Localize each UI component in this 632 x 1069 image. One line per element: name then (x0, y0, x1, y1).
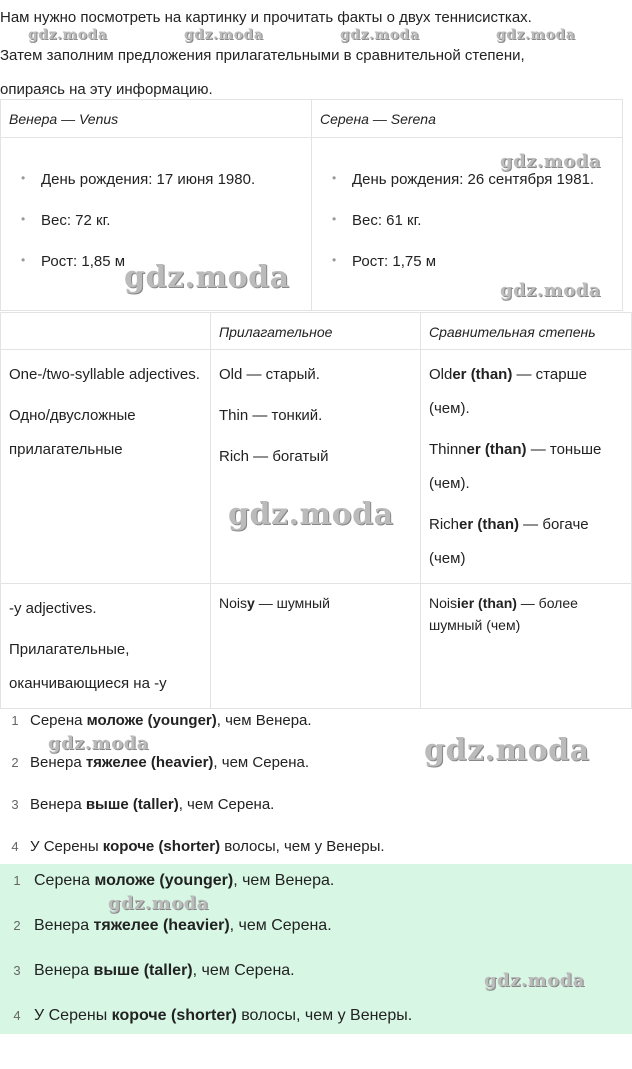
list-item: • День рождения: 17 июня 1980. (21, 172, 303, 213)
sentence-end: волосы, чем у Венеры. (220, 838, 385, 855)
sentence-end: , чем Серена. (192, 962, 295, 979)
item-number: 1 (13, 873, 21, 888)
answer-word: моложе (younger) (86, 712, 217, 729)
comparative-item (429, 358, 623, 426)
list-item (0, 872, 334, 890)
item-number: 4 (13, 1008, 21, 1023)
watermark: gdz.moda (184, 27, 264, 43)
sentence-start: Серена (30, 712, 87, 729)
list-item: • Рост: 1,75 м (332, 254, 614, 295)
venus-header: Венера — Venus (1, 100, 312, 138)
ending: er (than) (466, 441, 527, 458)
sentence-start: Серена (34, 872, 95, 889)
adjective-cell (211, 584, 421, 709)
sentence-end: , чем Серена. (213, 754, 310, 771)
list-item: • Вес: 72 кг. (21, 213, 303, 254)
list-item (0, 754, 309, 771)
type-header (1, 313, 211, 350)
watermark: gdz.moda (48, 733, 149, 754)
comparative-header: Сравнительная степень (421, 313, 632, 350)
comparative-cell (421, 350, 632, 584)
list-item: • Вес: 61 кг. (332, 213, 614, 254)
answer-word: короче (shorter) (111, 1007, 237, 1024)
sentence-end: , чем Серена. (178, 796, 275, 813)
translation: — старше (чем). (429, 366, 587, 417)
item-number: 3 (13, 963, 21, 978)
sentence-start: У Серены (30, 838, 103, 855)
ending: ier (than) (457, 595, 517, 611)
list-item: • Рост: 1,85 м (21, 254, 303, 295)
list-item: • День рождения: 26 сентября 1981. (332, 172, 614, 213)
item-number: 2 (11, 755, 19, 770)
list-item (0, 1007, 412, 1025)
watermark: gdz.moda (484, 970, 585, 991)
type-cell (1, 584, 211, 709)
watermark: gdz.moda (124, 260, 290, 295)
translation: — богаче (чем) (429, 516, 589, 567)
type-en: One-/two-syllable adjectives. (9, 366, 200, 383)
item-number: 2 (13, 918, 21, 933)
adjective-item: Thin — тонкий. (219, 407, 323, 424)
sentence-start: Венера (34, 962, 94, 979)
answer-word: выше (taller) (85, 796, 179, 813)
intro-line-1: Нам нужно посмотреть на картинку и прочитать факты о двух теннисистках. (0, 9, 532, 26)
type-ru: Прилагательные, оканчивающиеся на -y (9, 641, 167, 692)
adjective-item: Rich — богатый (219, 448, 329, 465)
type-cell (1, 350, 211, 584)
ending: y (247, 595, 255, 611)
list-item (0, 796, 274, 813)
sentence-end: , чем Венера. (216, 712, 312, 729)
sentence-start: Венера (34, 917, 94, 934)
item-number: 3 (11, 797, 19, 812)
list-item (0, 838, 385, 855)
answer-word: короче (shorter) (102, 838, 221, 855)
watermark: gdz.moda (496, 27, 576, 43)
sentence-start: Венера (30, 796, 86, 813)
translation: — шумный (254, 595, 330, 611)
sentence-start: Венера (30, 754, 86, 771)
adjective-item: Old — старый. (219, 366, 320, 383)
comparative-item (429, 508, 623, 576)
adjective-cell (211, 350, 421, 584)
watermark: gdz.moda (500, 151, 601, 172)
sentence-end: , чем Венера. (233, 872, 335, 889)
ending: er (than) (452, 366, 513, 383)
translation: — тоньше (чем). (429, 441, 602, 492)
stem: Thinn (429, 441, 467, 458)
item-number: 1 (11, 713, 19, 728)
answer-word: выше (taller) (93, 962, 193, 979)
item-number: 4 (11, 839, 19, 854)
sentence-end: волосы, чем у Венеры. (236, 1007, 413, 1024)
comparative-item (429, 433, 623, 501)
type-ru: Одно/двусложные прилагательные (9, 407, 136, 458)
watermark: gdz.moda (500, 280, 601, 301)
watermark: gdz.moda (28, 27, 108, 43)
stem: Nois (429, 595, 458, 611)
answer-word: моложе (younger) (94, 872, 234, 889)
sentence-end: , чем Серена. (229, 917, 332, 934)
serena-header: Серена — Serena (312, 100, 623, 138)
translation: — более шумный (чем) (429, 595, 578, 633)
list-item (0, 712, 312, 729)
answer-word: тяжелее (heavier) (85, 754, 214, 771)
watermark: gdz.moda (424, 733, 590, 768)
stem: Nois (219, 595, 248, 611)
type-en: -y adjectives. (9, 600, 97, 617)
list-item (0, 917, 332, 935)
sentence-start: У Серены (34, 1007, 112, 1024)
watermark: gdz.moda (340, 27, 420, 43)
stem: Rich (429, 516, 460, 533)
comparative-cell (421, 584, 632, 709)
adjective-header: Прилагательное (211, 313, 421, 350)
intro-line-2: Затем заполним предложения прилагательными в сравнительной степени, (0, 47, 525, 64)
answer-word: тяжелее (heavier) (93, 917, 230, 934)
ending: er (than) (459, 516, 520, 533)
list-item (0, 962, 295, 980)
watermark: gdz.moda (228, 497, 394, 532)
intro-line-3: опираясь на эту информацию. (0, 81, 213, 98)
stem: Old (429, 366, 453, 383)
watermark: gdz.moda (108, 893, 209, 914)
